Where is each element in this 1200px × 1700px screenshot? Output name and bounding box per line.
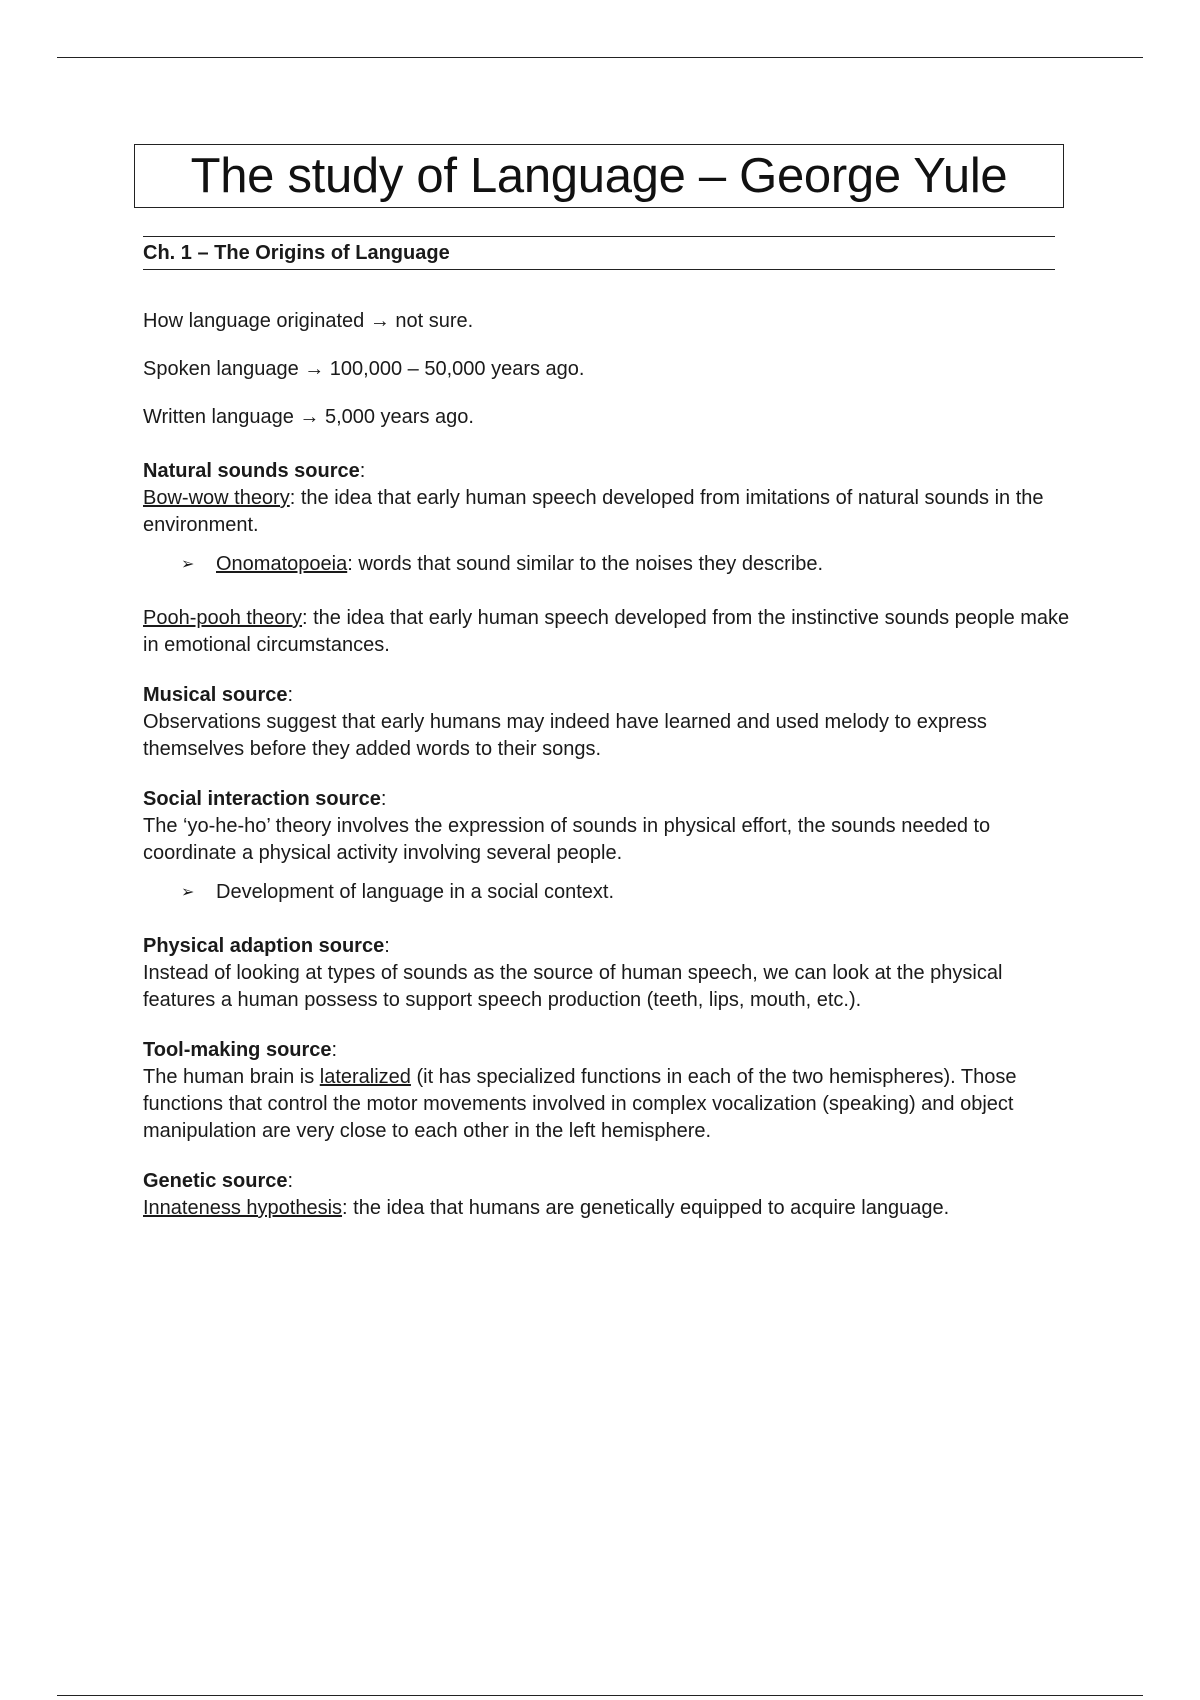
section-heading-social <box>143 786 1073 813</box>
chapter-heading-bar <box>143 236 1055 270</box>
musical-paragraph: Observations suggest that early humans may indeed have learned and used melody to express themselves before they added words to their songs. <box>143 711 987 760</box>
heading-colon: : <box>287 1170 294 1192</box>
heading-colon: : <box>380 788 387 810</box>
chapter-heading: Ch. 1 – The Origins of Language <box>143 241 450 264</box>
arrow-bullet-icon: ➢ <box>181 556 195 573</box>
heading-text: Natural sounds source <box>143 460 360 482</box>
heading-text: Social interaction source <box>143 788 381 810</box>
heading-text: Genetic source <box>143 1170 288 1192</box>
title-box <box>134 144 1064 208</box>
bowwow-term: Bow-wow theory <box>143 487 290 509</box>
bowwow-text: : the idea that early human speech developed from imitations of natural sounds in the environment. <box>143 487 1044 536</box>
section-heading-musical <box>143 682 1073 709</box>
intro-line-spoken: Spoken language → 100,000 – 50,000 years ago. <box>143 358 585 380</box>
arrow-bullet-icon: ➢ <box>181 884 195 901</box>
bullet-onomatopoeia <box>143 551 1073 578</box>
heading-colon: : <box>331 1039 338 1061</box>
bullet-social-context <box>143 879 1073 906</box>
social-paragraph: The ‘yo-he-ho’ theory involves the expression of sounds in physical effort, the sounds needed to coordinate a physical activity involving several people. <box>143 815 991 864</box>
tool-paragraph <box>143 1064 1073 1145</box>
tool-text-a: The human brain is <box>143 1066 320 1088</box>
intro-line-written: Written language → 5,000 years ago. <box>143 406 474 428</box>
heading-text: Tool-making source <box>143 1039 332 1061</box>
section-heading-genetic <box>143 1168 1073 1195</box>
genetic-paragraph <box>143 1195 1073 1222</box>
heading-text: Physical adaption source <box>143 935 385 957</box>
section-heading-natural <box>143 458 1073 485</box>
page-header-rule <box>57 57 1143 58</box>
section-heading-physical <box>143 933 1073 960</box>
onomatopoeia-term: Onomatopoeia <box>216 553 348 575</box>
document-title: The study of Language – George Yule <box>190 149 1008 203</box>
onomatopoeia-text: : words that sound similar to the noises they describe. <box>347 553 823 575</box>
section-heading-tool <box>143 1037 1073 1064</box>
lateralized-term: lateralized <box>319 1066 411 1088</box>
heading-colon: : <box>359 460 366 482</box>
poohpooh-text: : the idea that early human speech developed from the instinctive sounds people make in emotional circumstances. <box>143 607 1070 656</box>
poohpooh-paragraph <box>143 605 1073 659</box>
intro-line-origin: How language originated → not sure. <box>143 310 474 332</box>
heading-colon: : <box>384 935 390 957</box>
innateness-term: Innateness hypothesis <box>143 1197 343 1219</box>
page-footer-rule <box>57 1695 1143 1696</box>
heading-text: Musical source <box>143 684 288 706</box>
social-bullet-text: Development of language in a social context. <box>216 881 615 903</box>
heading-colon: : <box>287 684 294 706</box>
document-body <box>143 308 1073 1222</box>
poohpooh-term: Pooh-pooh theory <box>143 607 303 629</box>
tool-text-b: (it has specialized functions in each of the two hemispheres). Those functions that control the motor movements involved in complex vocalization (speaking) and object manipulation are very close to each other in the left hemisphere. <box>143 1066 1017 1142</box>
bowwow-paragraph <box>143 485 1073 539</box>
physical-paragraph: Instead of looking at types of sounds as the source of human speech, we can look at the physical features a human possess to support speech production (teeth, lips, mouth, etc.). <box>143 962 1003 1011</box>
genetic-text: : the idea that humans are genetically equipped to acquire language. <box>342 1197 950 1219</box>
